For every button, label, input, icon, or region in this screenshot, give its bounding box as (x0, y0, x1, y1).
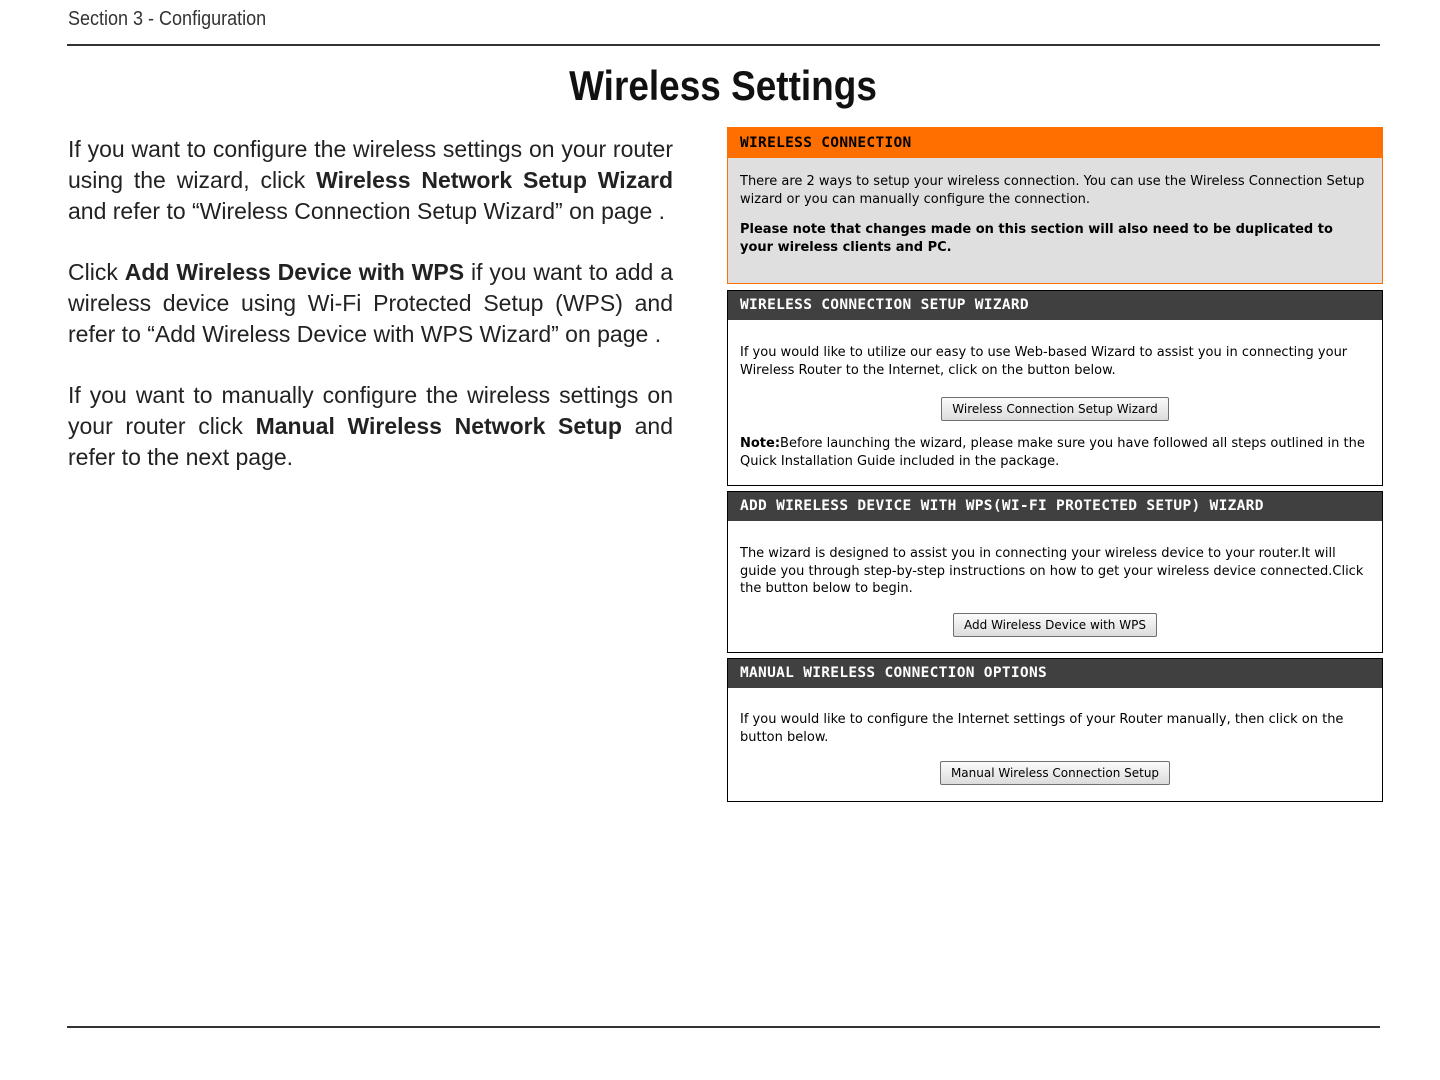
manual-wireless-connection-setup-button[interactable]: Manual Wireless Connection Setup (940, 761, 1170, 785)
bottom-divider (67, 1026, 1380, 1028)
note-text: Before launching the wizard, please make sure you have followed all steps outlined in the Quick Installation Guide included in the package. (740, 436, 1365, 469)
setup-wizard-header: WIRELESS CONNECTION SETUP WIZARD (728, 291, 1382, 320)
wps-wizard-description: The wizard is designed to assist you in connecting your wireless device to your router.It will guide you through step-by-step instructions on how to get your wireless device connected.Click the button below to begin. (740, 546, 1364, 596)
instructions (68, 134, 673, 503)
setup-wizard-description: If you would like to utilize our easy to use Web-based Wizard to assist you in connecting your Wireless Router to the Internet, click on the button below. (740, 345, 1348, 378)
note-label: Note: (740, 436, 781, 451)
instruction-paragraph-wps: Click Add Wireless Device with WPS if you want to add a wireless device using Wi-Fi Protected Setup (WPS) and refer to “Add Wireless Device with WPS Wizard” on page . (68, 259, 674, 347)
wireless-connection-setup-wizard-button[interactable]: Wireless Connection Setup Wizard (941, 397, 1168, 421)
instruction-paragraph-wizard: If you want to configure the wireless settings on your router using the wizard, click Wireless Network Setup Wizard and refer to “Wireless Connection Setup Wizard” on page . (68, 136, 673, 224)
wps-wizard-panel (727, 491, 1383, 653)
section-header: Section 3 - Configuration (68, 8, 267, 30)
wireless-connection-panel (727, 127, 1383, 284)
manual-wireless-network-setup-term: Manual Wireless Network Setup (255, 413, 622, 439)
wireless-connection-header: WIRELESS CONNECTION (728, 128, 1382, 158)
top-divider (67, 44, 1380, 46)
manual-options-header: MANUAL WIRELESS CONNECTION OPTIONS (728, 659, 1382, 688)
wps-wizard-header: ADD WIRELESS DEVICE WITH WPS(WI-FI PROTECTED SETUP) WIZARD (728, 492, 1382, 521)
setup-wizard-note (740, 435, 1370, 470)
page-title: Wireless Settings (569, 62, 877, 109)
wireless-connection-note: Please note that changes made on this section will also need to be duplicated to your wireless clients and PC. (740, 222, 1333, 255)
wireless-connection-description: There are 2 ways to setup your wireless connection. You can use the Wireless Connection Setup wizard or you can manually configure the connection. (740, 174, 1365, 207)
manual-options-description: If you would like to configure the Internet settings of your Router manually, then click on the button below. (740, 712, 1344, 745)
add-wireless-device-wps-term: Add Wireless Device with WPS (124, 259, 465, 285)
setup-wizard-panel (727, 290, 1383, 486)
wireless-network-setup-wizard-term: Wireless Network Setup Wizard (316, 167, 673, 193)
manual-options-panel (727, 658, 1383, 802)
instruction-paragraph-manual: If you want to manually configure the wireless settings on your router click Manual Wireless Network Setup and refer to the next page. (68, 382, 673, 470)
add-wireless-device-wps-button[interactable]: Add Wireless Device with WPS (953, 613, 1157, 637)
